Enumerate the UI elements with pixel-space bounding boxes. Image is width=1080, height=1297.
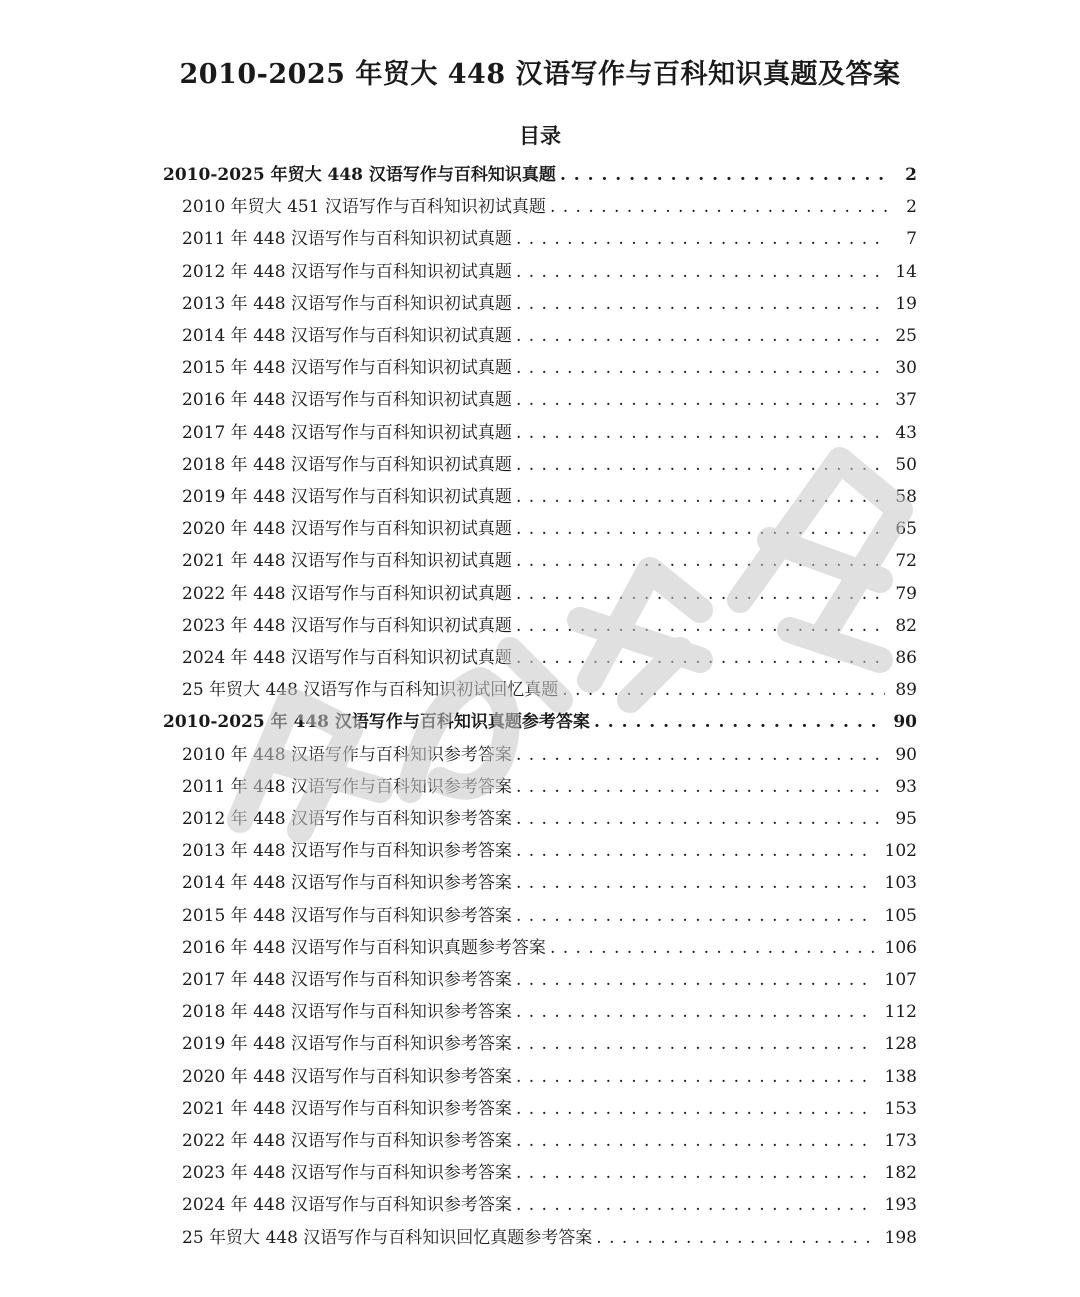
toc-page-number: 182 — [884, 1163, 917, 1184]
toc-page-number: 153 — [884, 1098, 917, 1119]
toc-dot-leader — [516, 1126, 875, 1156]
toc-dot-leader — [516, 836, 875, 866]
toc-dot-leader — [516, 546, 885, 576]
toc-entry[interactable] — [182, 740, 917, 770]
toc-entry[interactable] — [182, 450, 917, 480]
toc-entry[interactable] — [182, 353, 917, 383]
toc-entry[interactable] — [182, 385, 917, 415]
toc-entry[interactable] — [182, 965, 917, 995]
toc-page-number: 43 — [895, 422, 917, 443]
toc-entry[interactable] — [182, 546, 917, 576]
document-title: 2010-2025 年贸大 448 汉语写作与百科知识真题及答案 — [179, 59, 901, 90]
toc-page-number: 2 — [906, 197, 917, 218]
toc-dot-leader — [516, 804, 885, 834]
toc-dot-leader — [516, 482, 885, 512]
toc-entry-title: 2024 年 448 汉语写作与百科知识参考答案 — [182, 1195, 512, 1216]
toc-page-number: 82 — [895, 615, 917, 636]
toc-entry[interactable] — [182, 804, 917, 834]
toc-entry-title: 2018 年 448 汉语写作与百科知识参考答案 — [182, 1002, 512, 1023]
toc-entry[interactable] — [182, 192, 917, 222]
toc-entry[interactable] — [182, 772, 917, 802]
toc-dot-leader — [550, 933, 875, 963]
toc-entry[interactable] — [182, 257, 917, 287]
toc-dot-leader — [516, 257, 885, 287]
toc-dot-leader — [516, 901, 875, 931]
toc-dot-leader — [516, 321, 885, 351]
toc-entry-title: 2021 年 448 汉语写作与百科知识初试真题 — [182, 551, 512, 572]
toc-entry[interactable] — [182, 997, 917, 1027]
toc-entry[interactable] — [182, 1126, 917, 1156]
toc-entry-title: 2022 年 448 汉语写作与百科知识参考答案 — [182, 1131, 512, 1151]
toc-entry-title: 2023 年 448 汉语写作与百科知识初试真题 — [182, 615, 512, 636]
toc-entry-title: 2014 年 448 汉语写作与百科知识初试真题 — [182, 326, 512, 346]
toc-page-number: 37 — [895, 390, 917, 411]
toc-entry-title: 25 年贸大 448 汉语写作与百科知识初试回忆真题 — [182, 680, 559, 701]
toc-dot-leader — [516, 224, 887, 254]
toc-page-number: 193 — [884, 1195, 917, 1216]
toc-page-number: 65 — [895, 519, 917, 540]
toc-page-number: 19 — [895, 293, 917, 314]
toc-dot-leader — [596, 1223, 874, 1253]
toc-page-number: 89 — [895, 680, 917, 701]
toc-entry-title: 2013 年 448 汉语写作与百科知识参考答案 — [182, 841, 512, 862]
toc-page-number: 30 — [895, 358, 917, 379]
toc-entry[interactable] — [182, 289, 917, 319]
toc-page-number: 2 — [905, 165, 917, 185]
toc-entry[interactable] — [182, 1062, 917, 1092]
toc-dot-leader — [516, 353, 885, 383]
toc-entry-title: 2024 年 448 汉语写作与百科知识初试真题 — [182, 648, 512, 668]
toc-dot-leader — [560, 160, 887, 190]
toc-entry-title: 2019 年 448 汉语写作与百科知识初试真题 — [182, 487, 512, 507]
toc-entry-title: 2014 年 448 汉语写作与百科知识参考答案 — [182, 873, 512, 894]
toc-entry-title: 2013 年 448 汉语写作与百科知识初试真题 — [182, 293, 512, 314]
toc-entry[interactable] — [182, 321, 917, 351]
toc-dot-leader — [516, 1029, 875, 1059]
toc-entry-title: 2016 年 448 汉语写作与百科知识初试真题 — [182, 390, 512, 411]
toc-entry-title: 2011 年 448 汉语写作与百科知识初试真题 — [182, 229, 512, 250]
toc-entry-title: 2015 年 448 汉语写作与百科知识初试真题 — [182, 358, 512, 379]
toc-dot-leader — [516, 1094, 875, 1124]
toc-entry[interactable] — [182, 1029, 917, 1059]
toc-dot-leader — [516, 868, 875, 898]
toc-dot-leader — [516, 611, 885, 641]
toc-page-number: 14 — [895, 261, 917, 282]
toc-dot-leader — [516, 965, 875, 995]
toc-page-number: 7 — [906, 229, 917, 250]
toc-dot-leader — [516, 514, 885, 544]
toc-page-number: 105 — [884, 905, 917, 926]
toc-entry-title: 2017 年 448 汉语写作与百科知识初试真题 — [182, 422, 512, 443]
toc-dot-leader — [516, 1190, 875, 1220]
toc-page-number: 93 — [895, 776, 917, 797]
toc-section-entry[interactable] — [163, 160, 917, 190]
toc-entry[interactable] — [182, 579, 917, 609]
toc-entry[interactable] — [182, 675, 917, 705]
toc-dot-leader — [594, 707, 883, 737]
toc-dot-leader — [516, 1062, 875, 1092]
toc-entry-title: 2012 年 448 汉语写作与百科知识参考答案 — [182, 809, 512, 829]
toc-page-number: 198 — [884, 1227, 917, 1248]
toc-dot-leader — [516, 997, 875, 1027]
toc-entry-title: 2010-2025 年贸大 448 汉语写作与百科知识真题 — [163, 165, 556, 185]
toc-heading: 目录 — [519, 123, 561, 148]
toc-dot-leader — [516, 740, 885, 770]
toc-dot-leader — [516, 289, 885, 319]
toc-section-entry[interactable] — [163, 707, 917, 737]
toc-dot-leader — [516, 418, 885, 448]
toc-page-number: 79 — [895, 583, 917, 604]
toc-entry-title: 2017 年 448 汉语写作与百科知识参考答案 — [182, 970, 512, 990]
toc-entry-title: 2018 年 448 汉语写作与百科知识初试真题 — [182, 454, 512, 475]
toc-page-number: 25 — [895, 326, 917, 346]
toc-entry[interactable] — [182, 1094, 917, 1124]
toc-entry[interactable] — [182, 1158, 917, 1188]
toc-page-number: 138 — [884, 1066, 917, 1087]
toc-entry-title: 2010 年 448 汉语写作与百科知识参考答案 — [182, 744, 512, 765]
toc-entry[interactable] — [182, 836, 917, 866]
toc-page-number: 50 — [895, 454, 917, 475]
toc-entry-title: 25 年贸大 448 汉语写作与百科知识回忆真题参考答案 — [182, 1227, 593, 1248]
toc-entry-title: 2022 年 448 汉语写作与百科知识初试真题 — [182, 583, 512, 604]
toc-entry[interactable] — [182, 1190, 917, 1220]
toc-entry[interactable] — [182, 901, 917, 931]
toc-page-number: 58 — [895, 487, 917, 507]
toc-dot-leader — [516, 450, 885, 480]
toc-entry-title: 2012 年 448 汉语写作与百科知识初试真题 — [182, 261, 512, 282]
toc-page-number: 86 — [895, 648, 917, 668]
toc-entry-title: 2020 年 448 汉语写作与百科知识初试真题 — [182, 519, 512, 540]
toc-dot-leader — [562, 675, 885, 705]
toc-page-number: 90 — [893, 712, 917, 733]
toc-entry-title: 2010 年贸大 451 汉语写作与百科知识初试真题 — [182, 197, 546, 218]
toc-entry[interactable] — [182, 643, 917, 673]
toc-page-number: 90 — [895, 744, 917, 765]
toc-dot-leader — [516, 643, 885, 673]
toc-page-number: 173 — [884, 1131, 917, 1151]
toc-page-number: 72 — [895, 551, 917, 572]
toc-entry[interactable] — [182, 868, 917, 898]
toc-page-number: 103 — [884, 873, 917, 894]
toc-entry-title: 2010-2025 年 448 汉语写作与百科知识真题参考答案 — [163, 712, 590, 733]
toc-entry[interactable] — [182, 224, 917, 254]
toc-entry-title: 2020 年 448 汉语写作与百科知识参考答案 — [182, 1066, 512, 1087]
toc-entry[interactable] — [182, 482, 917, 512]
toc-entry[interactable] — [182, 933, 917, 963]
toc-dot-leader — [516, 1158, 875, 1188]
toc-entry-title: 2016 年 448 汉语写作与百科知识真题参考答案 — [182, 937, 546, 958]
toc-page-number: 95 — [895, 809, 917, 829]
toc-entry-title: 2019 年 448 汉语写作与百科知识参考答案 — [182, 1034, 512, 1055]
toc-entry[interactable] — [182, 418, 917, 448]
toc-entry[interactable] — [182, 514, 917, 544]
toc-page-number: 107 — [884, 970, 917, 990]
toc-dot-leader — [516, 579, 885, 609]
toc-page-number: 128 — [884, 1034, 917, 1055]
toc-page-number: 106 — [884, 937, 917, 958]
toc-entry-title: 2011 年 448 汉语写作与百科知识参考答案 — [182, 776, 512, 797]
toc-dot-leader — [516, 772, 885, 802]
toc-page-number: 102 — [884, 841, 917, 862]
toc-page-number: 112 — [884, 1002, 917, 1023]
toc-entry-title: 2021 年 448 汉语写作与百科知识参考答案 — [182, 1098, 512, 1119]
toc-dot-leader — [516, 385, 885, 415]
toc-entry[interactable] — [182, 1223, 917, 1253]
toc-entry-title: 2023 年 448 汉语写作与百科知识参考答案 — [182, 1163, 512, 1184]
toc-entry-title: 2015 年 448 汉语写作与百科知识参考答案 — [182, 905, 512, 926]
toc-entry[interactable] — [182, 611, 917, 641]
toc-dot-leader — [550, 192, 887, 222]
